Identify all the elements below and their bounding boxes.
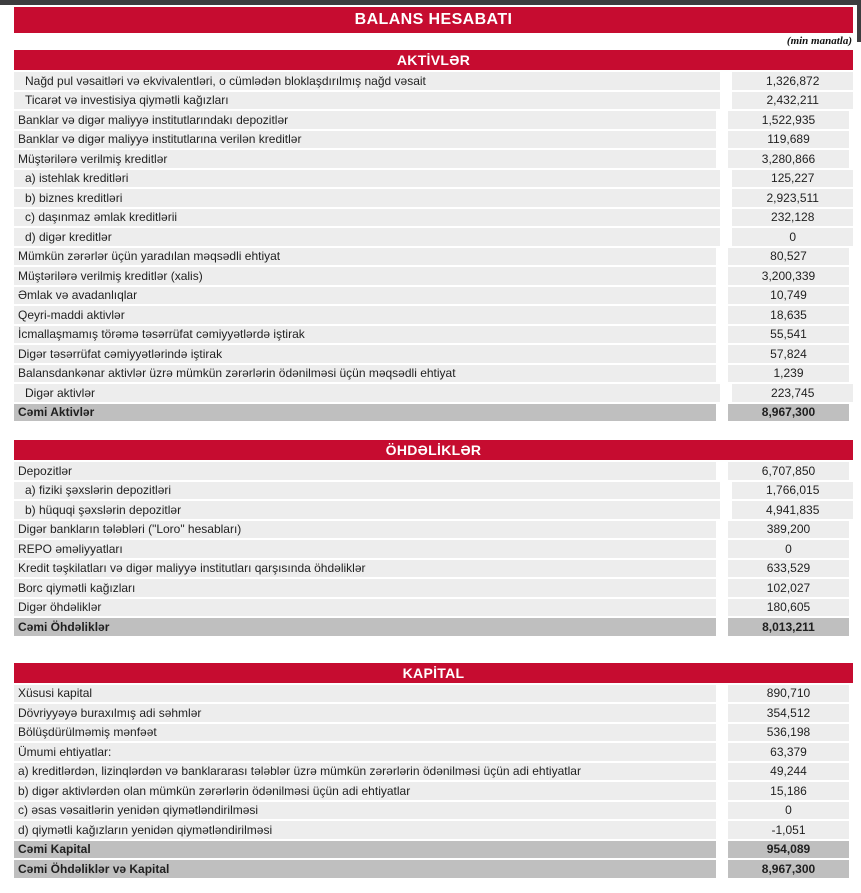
table-row [14,267,853,285]
row-label: d) digər kreditlər [14,228,720,246]
table-row [14,72,853,90]
table-row [14,170,853,188]
row-value: 0 [728,540,849,558]
row-label: Balansdankənar aktivlər üzrə mümkün zərərlərin ödənilməsi üçün məqsədli ehtiyat [14,365,716,383]
row-label: Nağd pul vəsaitləri və ekvivalentləri, o cümlədən bloklaşdırılmış nağd vəsait [14,72,720,90]
row-value: 3,280,866 [728,150,849,168]
row-value: 6,707,850 [728,462,849,480]
row-label: Digər aktivlər [14,384,720,402]
report-section [14,663,853,878]
row-value: 354,512 [728,704,849,722]
row-value: 125,227 [732,170,853,188]
balance-sheet-report [14,7,853,878]
table-row [14,860,853,878]
table-row [14,618,853,636]
report-section [14,440,853,636]
row-value: 1,239 [728,365,849,383]
table-row [14,248,853,266]
row-value: 1,766,015 [732,482,853,500]
row-value: 232,128 [732,209,853,227]
row-label: c) daşınmaz əmlak kreditlərii [14,209,720,227]
table-row [14,462,853,480]
table-row [14,209,853,227]
row-label: a) kreditlərdən, lizinqlərdən və banklararası tələblər üzrə mümkün zərərlərin ödənilməsi üçün adi ehtiyatlar [14,763,716,781]
row-label: Digər öhdəliklər [14,599,716,617]
table-row [14,821,853,839]
report-title-bar [14,7,853,33]
table-row [14,189,853,207]
row-value: 1,326,872 [732,72,853,90]
row-value: 0 [728,802,849,820]
row-label: a) fiziki şəxslərin depozitləri [14,482,720,500]
row-value: 80,527 [728,248,849,266]
table-row [14,111,853,129]
row-label: Müştərilərə verilmiş kreditlər [14,150,716,168]
table-row [14,345,853,363]
row-label: a) istehlak kreditləri [14,170,720,188]
row-value: 389,200 [728,521,849,539]
row-value: 49,244 [728,763,849,781]
section-rows [14,462,853,636]
table-row [14,704,853,722]
table-row [14,384,853,402]
row-value: 536,198 [728,724,849,742]
row-value: 180,605 [728,599,849,617]
table-row [14,482,853,500]
unit-note: (min manatla) [786,35,852,47]
row-label: Kredit təşkilatları və digər maliyyə institutları qarşısında öhdəliklər [14,560,716,578]
row-value: 2,923,511 [732,189,853,207]
row-value: 8,967,300 [728,404,849,422]
section-rows [14,72,853,421]
table-row [14,228,853,246]
row-value: 18,635 [728,306,849,324]
row-value: 2,432,211 [732,92,853,110]
table-row [14,92,853,110]
row-value: 102,027 [728,579,849,597]
table-row [14,521,853,539]
row-label: Cəmi Öhdəliklər və Kapital [14,860,716,878]
row-label: Borc qiymətli kağızları [14,579,716,597]
row-label: b) digər aktivlərdən olan mümkün zərərlərin ödənilməsi üçün adi ehtiyatlar [14,782,716,800]
row-value: 0 [732,228,853,246]
row-label: Mümkün zərərlər üçün yaradılan məqsədli ehtiyat [14,248,716,266]
row-value: 10,749 [728,287,849,305]
row-label: d) qiymətli kağızların yenidən qiymətləndirilməsi [14,821,716,839]
row-value: 55,541 [728,326,849,344]
row-label: Cəmi Aktivlər [14,404,716,422]
table-row [14,131,853,149]
table-row [14,841,853,859]
row-value: 1,522,935 [728,111,849,129]
row-value: 890,710 [728,685,849,703]
report-section [14,50,853,421]
table-row [14,802,853,820]
table-row [14,685,853,703]
row-value: -1,051 [728,821,849,839]
report-title: BALANS HESABATI [354,11,513,28]
row-label: Dövriyyəyə buraxılmış adi səhmlər [14,704,716,722]
row-label: c) əsas vəsaitlərin yenidən qiymətləndirilməsi [14,802,716,820]
row-value: 15,186 [728,782,849,800]
row-label: Əmlak və avadanlıqlar [14,287,716,305]
row-label: Ticarət və investisiya qiymətli kağızları [14,92,720,110]
row-value: 3,200,339 [728,267,849,285]
table-row [14,306,853,324]
table-row [14,743,853,761]
row-label: Digər bankların tələbləri ("Loro" hesabları) [14,521,716,539]
row-label: b) biznes kreditləri [14,189,720,207]
table-row [14,599,853,617]
row-value: 223,745 [732,384,853,402]
row-label: Qeyri-maddi aktivlər [14,306,716,324]
table-row [14,150,853,168]
table-row [14,724,853,742]
row-value: 954,089 [728,841,849,859]
table-row [14,287,853,305]
row-label: Cəmi Öhdəliklər [14,618,716,636]
section-header: ÖHDƏLİKLƏR [14,440,853,460]
row-label: İcmallaşmamış törəmə təsərrüfat cəmiyyətlərdə iştirak [14,326,716,344]
row-value: 8,967,300 [728,860,849,878]
table-row [14,326,853,344]
row-label: Digər təsərrüfat cəmiyyətlərində iştirak [14,345,716,363]
table-row [14,763,853,781]
row-label: b) hüquqi şəxslərin depozitlər [14,501,720,519]
row-label: Ümumi ehtiyatlar: [14,743,716,761]
row-value: 4,941,835 [732,501,853,519]
row-value: 8,013,211 [728,618,849,636]
row-label: Bölüşdürülməmiş mənfəət [14,724,716,742]
row-value: 63,379 [728,743,849,761]
window-right-edge [857,0,861,42]
row-label: Depozitlər [14,462,716,480]
row-label: Xüsusi kapital [14,685,716,703]
table-row [14,579,853,597]
row-value: 633,529 [728,560,849,578]
row-value: 57,824 [728,345,849,363]
table-row [14,365,853,383]
row-label: Müştərilərə verilmiş kreditlər (xalis) [14,267,716,285]
section-header: AKTİVLƏR [14,50,853,70]
table-row [14,560,853,578]
table-row [14,404,853,422]
table-row [14,540,853,558]
row-label: Banklar və digər maliyyə institutlarına verilən kreditlər [14,131,716,149]
row-label: Banklar və digər maliyyə institutlarındakı depozitlər [14,111,716,129]
section-rows [14,685,853,878]
row-value: 119,689 [728,131,849,149]
section-header: KAPİTAL [14,663,853,683]
row-label: Cəmi Kapital [14,841,716,859]
report-sections [14,50,853,878]
table-row [14,782,853,800]
row-label: REPO əməliyyatları [14,540,716,558]
table-row [14,501,853,519]
window-top-edge [0,0,861,5]
